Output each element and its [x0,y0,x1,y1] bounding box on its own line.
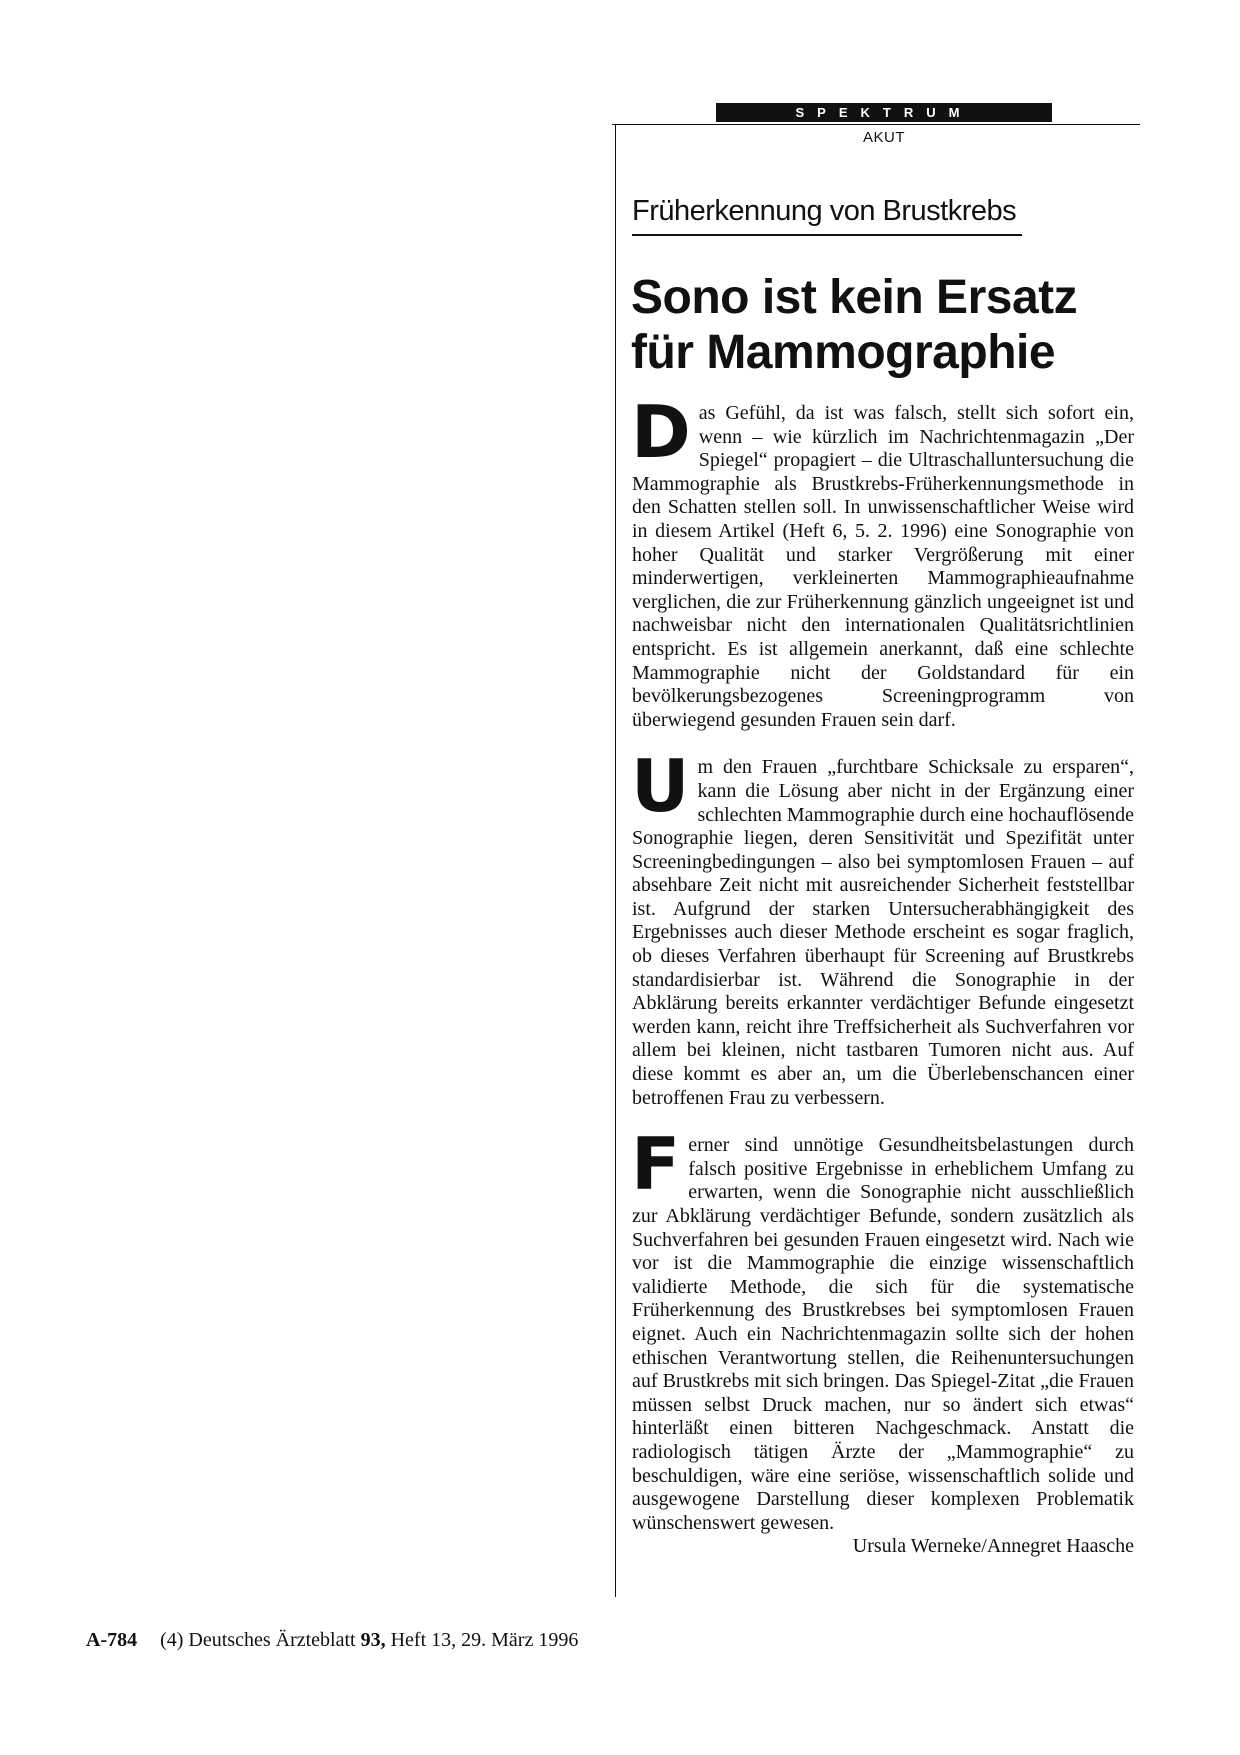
paragraph-3 [631,1122,1134,1558]
volume-number: 93, [360,1629,386,1651]
subsection-label: AKUT [862,129,905,146]
kicker-underline [632,234,1022,236]
article-kicker: Früherkennung von Brustkrebs [632,195,1017,227]
header-rule [612,124,1140,125]
paragraph-1 [631,390,1134,732]
column-divider [615,124,616,1597]
drop-cap: D [631,390,691,474]
drop-cap: U [631,744,690,829]
drop-cap: F [631,1122,681,1207]
title-line-1: Sono ist kein Ersatz [631,271,1078,324]
title-line-2: für Mammographie [631,326,1056,379]
paragraph-2 [631,744,1134,1110]
page-number: A-784 [86,1629,138,1651]
paragraph-text: as Gefühl, da ist was falsch, stellt sich sofort ein, wenn – wie kürzlich im Nachrichtenmagazin „Der Spiegel“ propagiert – die Ultraschalluntersuchung die Mammographie als Brustkrebs-Früherkennungsmethode in den Schatten stellen soll. In unwissenschaftlicher Weise wird in diesem Artikel (Heft 6, 5. 2. 1996) eine Sonographie von hoher Qualität und starker Vergrößerung mit einer minderwertigen, verkleinerten Mammographieaufnahme verglichen, die zur Früherkennung gänzlich ungeeignet ist und nachweisbar nicht den internationalen Qualitätsrichtlinien entspricht. Es ist allgemein anerkannt, daß eine schlechte Mammographie nicht der Goldstandard für ein bevölkerungsbezogenes Screeningprogramm von überwiegend gesunden Frauen sein darf. [632,402,1134,731]
article-body [631,390,1134,1559]
article-title [631,270,1131,380]
issue-prefix: (4) Deutsches Ärzteblatt [160,1629,356,1651]
section-banner: SPEKTRUM [716,103,1052,122]
issue-suffix: Heft 13, 29. März 1996 [390,1629,579,1651]
paragraph-text: erner sind unnötige Gesundheitsbelastungen durch falsch positive Ergebnisse in erheblichem Umfang zu erwarten, wenn die Sonographie nicht ausschließlich zur Abklärung verdächtiger Befunde, sondern zusätzlich als Suchverfahren bei gesunden Frauen eingesetzt wird. Nach wie vor ist die Mammographie die einzige wissenschaftlich validierte Methode, die sich für die systematische Früherkennung des Brustkrebses bei symptomlosen Frauen eignet. Auch ein Nachrichtenmagazin sollte sich der hohen ethischen Verantwortung stellen, die Reihenuntersuchungen auf Brustkrebs mit sich bringen. Das Spiegel-Zitat „die Frauen müssen selbst Druck machen, nur so ändert sich etwas“ hinterläßt einen bitteren Nachgeschmack. Anstatt die radiologisch tätigen Ärzte der „Mammographie“ zu beschuldigen, wäre eine seriöse, wissenschaftlich solide und ausgewogene Darstellung dieser komplexen Problematik wünschenswert gewesen. [632,1134,1134,1534]
author-signature: Ursula Werneke/Annegret Haasche [852,1535,1134,1558]
page-footer [86,1629,578,1652]
paragraph-text: m den Frauen „furchtbare Schicksale zu ersparen“, kann die Lösung aber nicht in der Ergänzung einer schlechten Mammographie durch eine hochauflösende Sonographie liegen, deren Sensitivität und Spezifität unter Screeningbedingungen – also bei symptomlosen Frauen – auf absehbare Zeit nicht mit ausreichender Sicherheit feststellbar ist. Aufgrund der starken Untersucherabhängigkeit des Ergebnisses auch dieser Methode erscheint es sogar fraglich, ob dieses Verfahren überhaupt für Screening auf Brustkrebs standardisierbar ist. Während die Sonographie in der Abklärung bereits erkannter verdächtiger Befunde eingesetzt werden kann, reicht ihre Treffsicherheit als Suchverfahren vor allem bei kleinen, nicht tastbaren Tumoren nicht aus. Auf diese kommt es aber an, um die Überlebenschancen einer betroffenen Frau zu verbessern. [632,756,1134,1109]
